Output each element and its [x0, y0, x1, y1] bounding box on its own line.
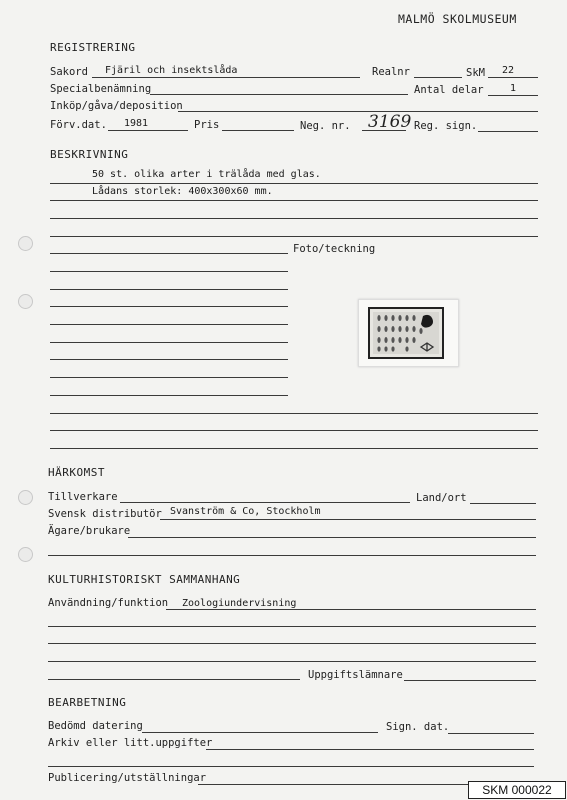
insect-box-illustration — [359, 300, 458, 366]
form-line — [48, 661, 536, 662]
agare-brukare-label: Ägare/brukare — [48, 525, 131, 537]
neg-nr-value: 3169 — [368, 112, 412, 132]
insect-box-photo — [358, 299, 459, 367]
form-line — [108, 130, 188, 131]
form-line — [50, 253, 288, 254]
form-line — [50, 183, 538, 184]
form-line — [50, 359, 288, 360]
section-bearbetning: BEARBETNING — [48, 696, 127, 709]
form-line — [50, 289, 288, 290]
punch-hole — [18, 294, 33, 309]
inkop-label: Inköp/gåva/deposition — [50, 100, 183, 112]
forvdat-value: 1981 — [124, 118, 149, 129]
beskrivning-line-1: 50 st. olika arter i trälåda med glas. — [92, 169, 321, 180]
antal-delar-value: 1 — [510, 83, 517, 94]
section-beskrivning: BESKRIVNING — [50, 148, 129, 161]
realnr-label: Realnr — [372, 66, 410, 78]
anvandning-value: Zoologiundervisning — [182, 598, 297, 609]
form-line — [166, 609, 536, 610]
form-line — [160, 519, 536, 520]
form-line — [488, 77, 538, 78]
form-line — [206, 749, 534, 750]
form-line — [142, 732, 378, 733]
section-harkomst: HÄRKOMST — [48, 466, 105, 479]
foto-teckning-label: Foto/teckning — [293, 243, 376, 255]
form-line — [404, 680, 536, 681]
form-line — [198, 784, 468, 785]
form-line — [50, 324, 288, 325]
form-line — [50, 395, 288, 396]
neg-nr-label: Neg. nr. — [300, 120, 351, 132]
form-line — [50, 236, 538, 237]
form-line — [50, 448, 538, 449]
sign-dat-label: Sign. dat. — [386, 721, 450, 733]
punch-hole — [18, 490, 33, 505]
form-line — [50, 218, 538, 219]
section-registrering: REGISTRERING — [50, 41, 136, 54]
form-line — [50, 271, 288, 272]
catalog-id-box: SKM 000022 — [468, 781, 566, 799]
beskrivning-line-2: Lådans storlek: 400x300x60 mm. — [92, 186, 273, 197]
form-line — [120, 502, 410, 503]
uppgiftslamnare-label: Uppgiftslämnare — [308, 669, 403, 681]
svensk-distributor-label: Svensk distributör — [48, 508, 162, 520]
sakord-label: Sakord — [50, 66, 88, 78]
form-line — [48, 555, 536, 556]
punch-hole — [18, 236, 33, 251]
section-kulturhistoriskt: KULTURHISTORISKT SAMMANHANG — [48, 573, 241, 586]
form-line — [50, 430, 538, 431]
skm-value: 22 — [502, 65, 515, 76]
form-line — [414, 77, 462, 78]
anvandning-label: Användning/funktion — [48, 597, 169, 609]
bedomd-datering-label: Bedömd datering — [48, 720, 143, 732]
form-line — [48, 626, 536, 627]
forvdat-label: Förv.dat. — [50, 119, 107, 131]
pris-label: Pris — [194, 119, 220, 131]
form-line — [150, 94, 408, 95]
form-line — [222, 130, 294, 131]
form-line — [50, 306, 288, 307]
form-line — [470, 503, 536, 504]
form-line — [478, 131, 538, 132]
land-ort-label: Land/ort — [416, 492, 467, 504]
skm-label: SkM — [466, 67, 485, 79]
form-line — [128, 537, 536, 538]
sakord-value: Fjäril och insektslåda — [105, 65, 238, 76]
form-line — [50, 200, 538, 201]
specialbenamning-label: Specialbenämning — [50, 83, 152, 95]
reg-sign-label: Reg. sign. — [414, 120, 478, 132]
svensk-distributor-value: Svanström & Co, Stockholm — [170, 506, 321, 517]
form-line — [48, 679, 300, 680]
arkiv-label: Arkiv eller litt.uppgifter — [48, 737, 213, 749]
publicering-label: Publicering/utställningar — [48, 772, 207, 784]
form-line — [50, 377, 288, 378]
antal-delar-label: Antal delar — [414, 84, 484, 96]
form-line — [362, 130, 406, 131]
museum-name: MALMÖ SKOLMUSEUM — [398, 12, 517, 26]
form-line — [178, 111, 538, 112]
form-line — [448, 733, 534, 734]
form-line — [50, 413, 538, 414]
tillverkare-label: Tillverkare — [48, 491, 118, 503]
punch-hole — [18, 547, 33, 562]
form-line — [488, 95, 538, 96]
form-line — [48, 643, 536, 644]
form-line — [48, 766, 534, 767]
form-line — [50, 342, 288, 343]
form-line — [92, 77, 360, 78]
